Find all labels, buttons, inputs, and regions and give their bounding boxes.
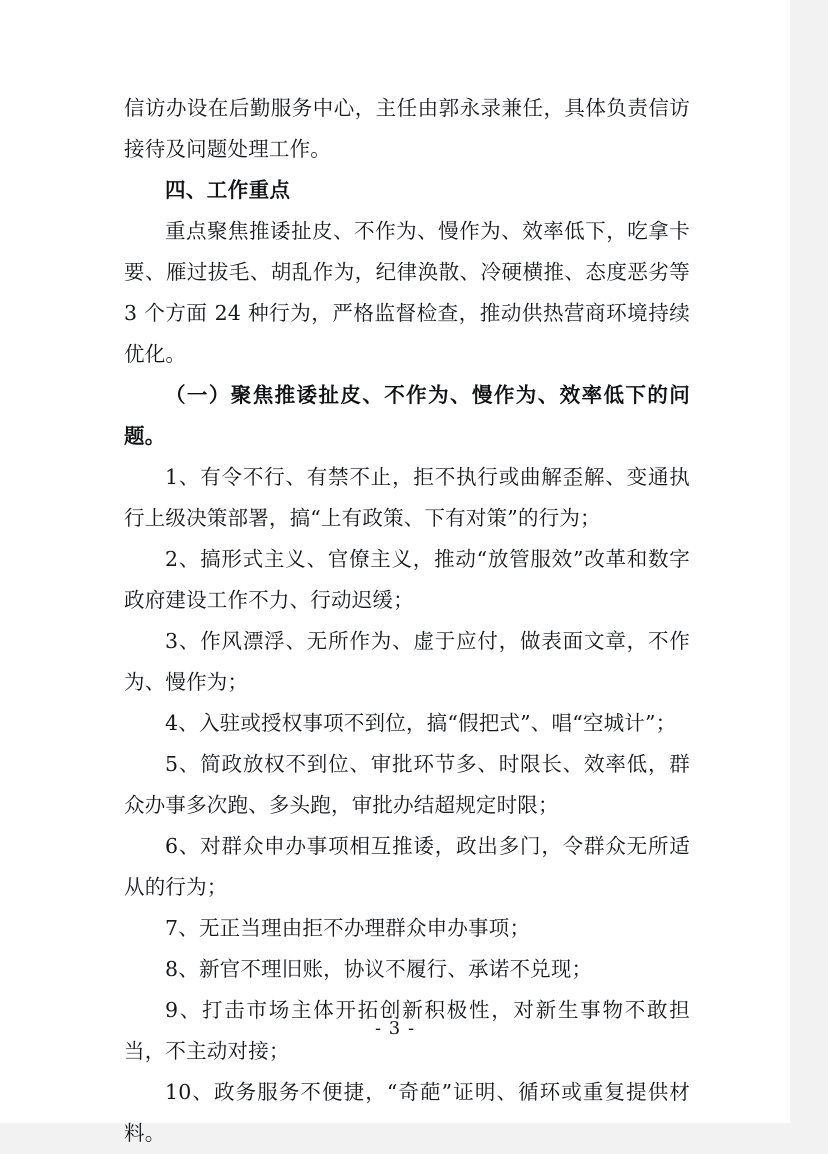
list-item: 9、打击市场主体开拓创新积极性，对新生事物不敢担当，不主动对接； — [124, 998, 690, 1063]
paragraph: 信访办设在后勤服务中心，主任由郭永录兼任，具体负责信访接待及问题处理工作。 — [124, 96, 690, 161]
section-heading: 四、工作重点 — [165, 178, 291, 202]
list-item: 7、无正当理由拒不办理群众申办事项； — [165, 916, 531, 940]
list-item: 4、入驻或授权事项不到位，搞“假把式”、唱“空城计”； — [165, 711, 677, 735]
subsection-heading: （一）聚焦推诿扯皮、不作为、慢作为、效率低下的问题。 — [124, 383, 690, 448]
list-item: 2、搞形式主义、官僚主义，推动“放管服效”改革和数字政府建设工作不力、行动迟缓； — [124, 547, 690, 612]
list-item: 3、作风漂浮、无所作为、虚于应付，做表面文章，不作为、慢作为； — [124, 629, 690, 694]
paragraph: 重点聚焦推诿扯皮、不作为、慢作为、效率低下，吃拿卡要、雁过拔毛、胡乱作为，纪律涣散、冷硬横推、态度恶劣等 3 个方面 24 种行为，严格监督检查，推动供热营商环境持续优化。 — [124, 219, 690, 366]
page-gutter — [790, 0, 828, 1122]
document-body — [124, 88, 690, 1154]
list-item: 10、政务服务不便捷，“奇葩”证明、循环或重复提供材料。 — [124, 1080, 690, 1145]
page-number: - 3 - — [374, 1018, 416, 1039]
list-item: 6、对群众申办事项相互推诿，政出多门，令群众无所适从的行为； — [124, 834, 690, 899]
list-item: 1、有令不行、有禁不止，拒不执行或曲解歪解、变通执行上级决策部署，搞“上有政策、下有对策”的行为； — [124, 465, 690, 530]
list-item: 5、简政放权不到位、审批环节多、时限长、效率低，群众办事多次跑、多头跑，审批办结超规定时限； — [124, 752, 690, 817]
list-item: 8、新官不理旧账，协议不履行、承诺不兑现； — [165, 957, 593, 981]
